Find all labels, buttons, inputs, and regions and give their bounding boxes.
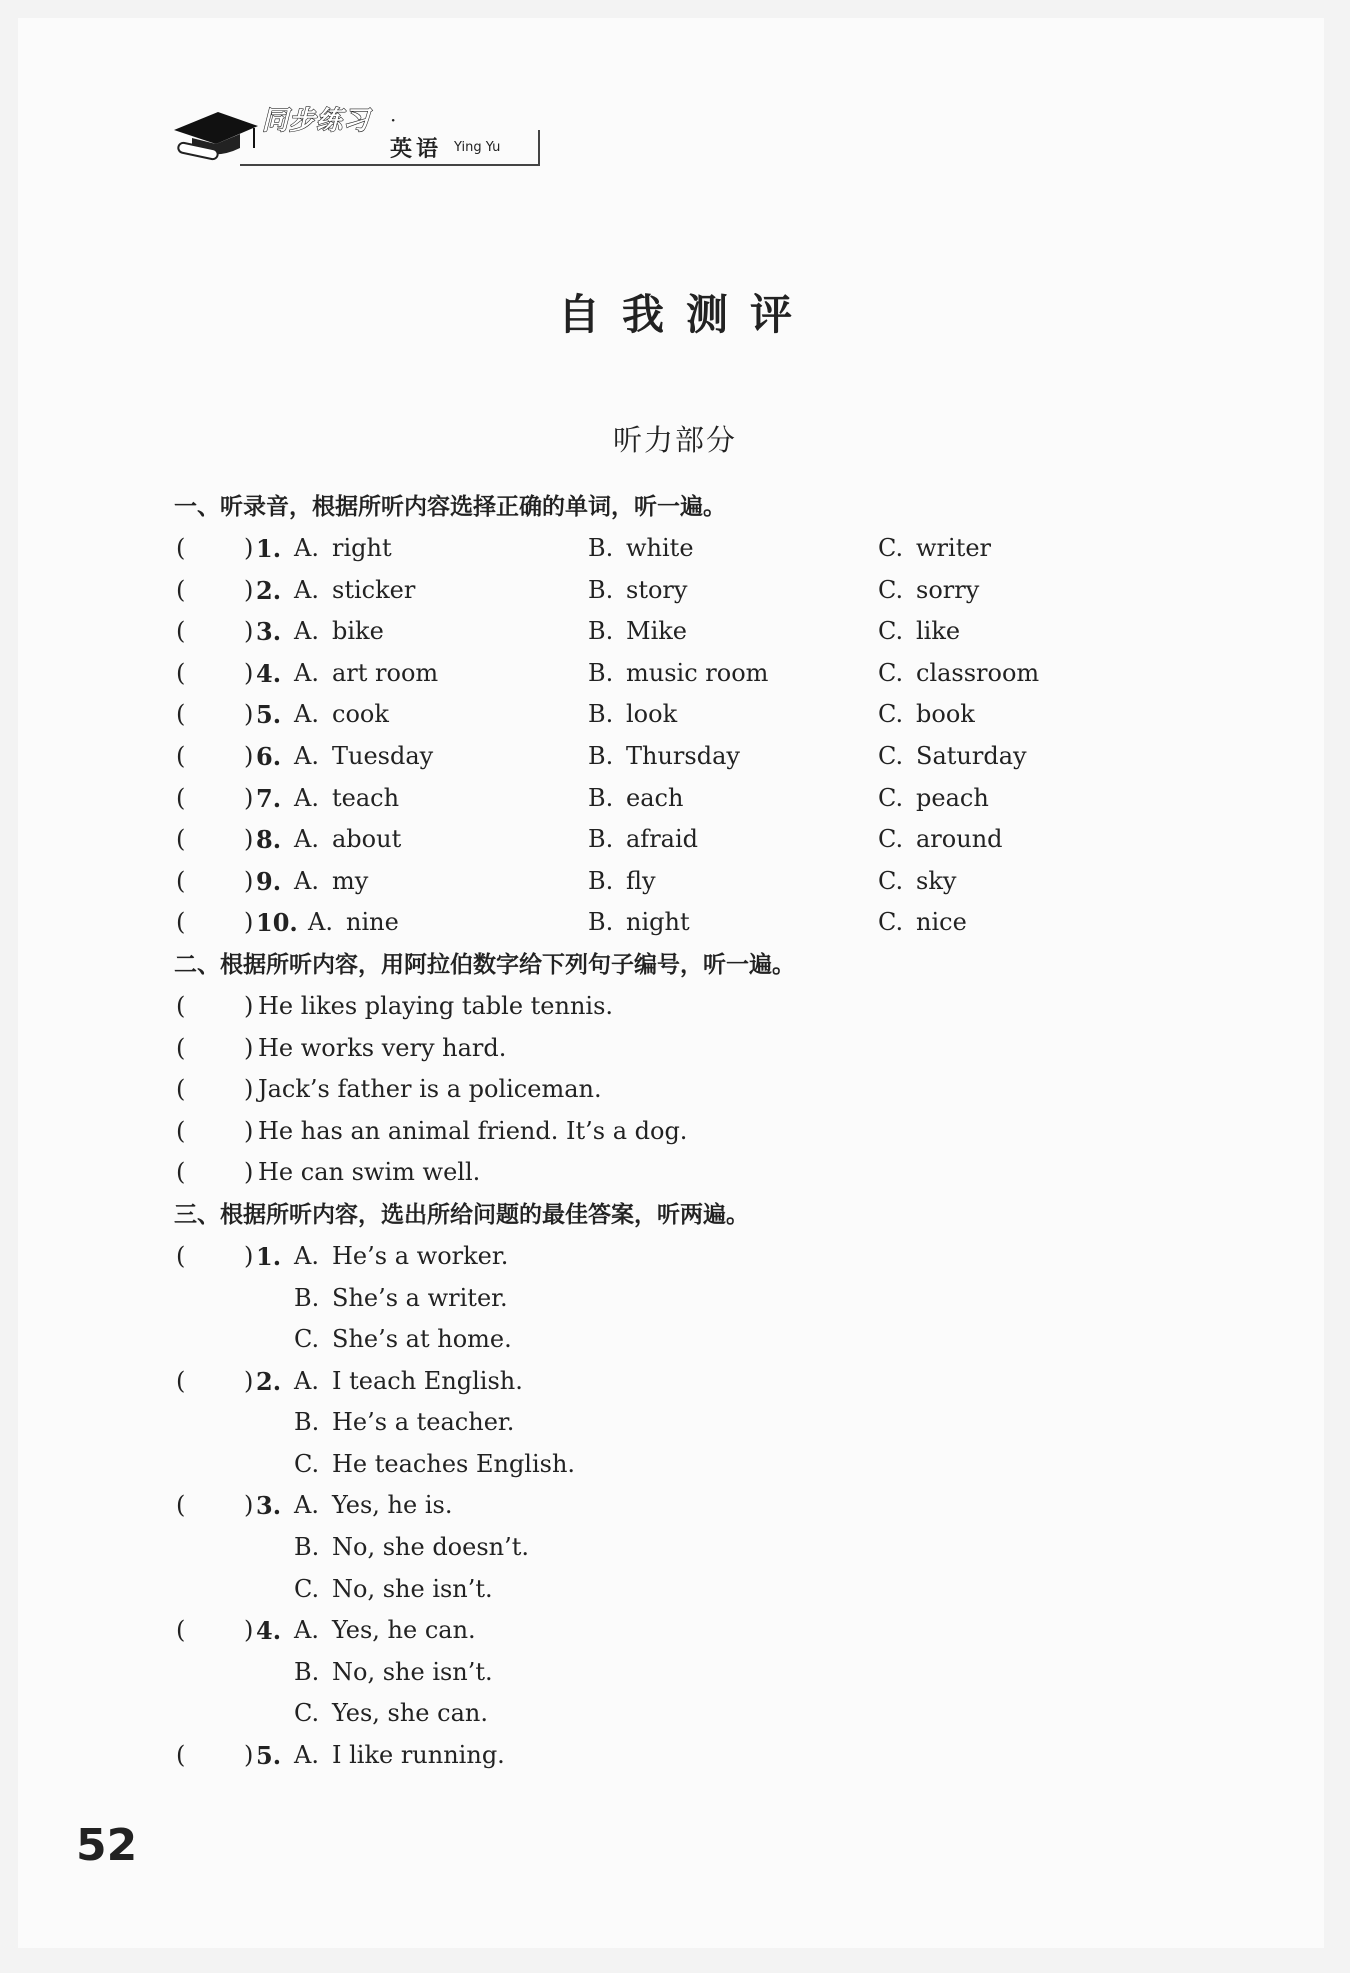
option-letter: B. xyxy=(588,866,614,895)
option-text: She’s a writer. xyxy=(332,1283,508,1312)
option-letter: C. xyxy=(294,1574,320,1603)
option-text: teach xyxy=(332,783,400,812)
option-a xyxy=(294,611,384,653)
option-a xyxy=(308,902,399,944)
option-b xyxy=(588,570,687,612)
question-number: 1. xyxy=(256,1241,282,1271)
answer-blank-open[interactable]: ( xyxy=(176,1741,186,1770)
page-title: 自我测评 xyxy=(557,290,814,339)
option-text: Saturday xyxy=(916,741,1027,770)
option-letter: A. xyxy=(294,700,319,729)
answer-blank-open[interactable]: ( xyxy=(176,658,186,687)
question-row xyxy=(174,570,1174,612)
option-letter: B. xyxy=(588,908,614,937)
question-number: 8. xyxy=(256,825,282,855)
section1-heading: 一、听录音，根据所听内容选择正确的单词，听一遍。 xyxy=(174,494,726,520)
option-text: No, she doesn’t. xyxy=(332,1533,530,1562)
option-c xyxy=(878,653,1039,695)
option-b xyxy=(294,1402,514,1444)
option-b xyxy=(588,528,694,570)
question-number: 3. xyxy=(256,617,282,647)
section3-list xyxy=(174,1236,1174,1777)
option-row xyxy=(174,1527,1174,1569)
option-text: Tuesday xyxy=(332,741,434,770)
answer-blank-close: ) xyxy=(244,908,254,937)
option-letter: C. xyxy=(878,617,904,646)
option-letter: C. xyxy=(878,866,904,895)
answer-blank-open[interactable]: ( xyxy=(176,783,186,812)
sentence-text: He likes playing table tennis. xyxy=(258,991,614,1020)
answer-blank-close: ) xyxy=(244,741,254,770)
option-letter: A. xyxy=(294,1491,319,1520)
option-text: Yes, she can. xyxy=(332,1699,488,1728)
answer-blank-close: ) xyxy=(244,575,254,604)
book-header xyxy=(170,92,530,172)
answer-blank-open[interactable]: ( xyxy=(176,991,186,1020)
question-row xyxy=(174,861,1174,903)
option-letter: A. xyxy=(294,1366,319,1395)
option-letter: C. xyxy=(294,1449,320,1478)
option-c xyxy=(878,736,1027,778)
section1-list xyxy=(174,528,1174,944)
question-number: 5. xyxy=(256,700,282,730)
option-letter: A. xyxy=(308,908,333,937)
option-a xyxy=(294,1361,523,1403)
option-text: nine xyxy=(346,908,399,937)
option-text: my xyxy=(332,866,369,895)
graduation-cap-icon xyxy=(170,92,260,164)
question-row xyxy=(174,902,1174,944)
option-text: right xyxy=(332,534,392,562)
option-letter: A. xyxy=(294,617,319,646)
subject-box xyxy=(390,130,540,166)
question-number: 5. xyxy=(256,1741,282,1771)
option-letter: A. xyxy=(294,1616,319,1645)
option-letter: A. xyxy=(294,783,319,812)
option-text: Yes, he is. xyxy=(332,1491,453,1520)
option-a xyxy=(294,819,401,861)
question-row xyxy=(174,1485,1174,1527)
option-letter: B. xyxy=(588,617,614,646)
answer-blank-close: ) xyxy=(244,783,254,812)
option-letter: B. xyxy=(294,1283,320,1312)
option-letter: C. xyxy=(878,783,904,812)
option-text: look xyxy=(626,700,678,729)
option-text: Mike xyxy=(626,617,687,646)
option-a xyxy=(294,1735,505,1777)
option-text: art room xyxy=(332,658,439,687)
option-a xyxy=(294,694,389,736)
option-text: music room xyxy=(626,658,769,687)
option-c xyxy=(878,611,960,653)
option-a xyxy=(294,653,438,695)
option-text: He teaches English. xyxy=(332,1449,576,1478)
option-text: afraid xyxy=(626,825,699,854)
option-text: Yes, he can. xyxy=(332,1616,476,1645)
sentence-row xyxy=(174,1069,1174,1111)
option-c xyxy=(878,902,967,944)
header-dot: · xyxy=(390,108,397,132)
answer-blank-close: ) xyxy=(244,700,254,729)
question-row xyxy=(174,736,1174,778)
subject-pinyin: Ying Yu xyxy=(454,140,501,155)
option-a xyxy=(294,1236,508,1278)
answer-blank-open[interactable]: ( xyxy=(176,1616,186,1645)
sentence-text: He has an animal friend. It’s a dog. xyxy=(258,1116,688,1145)
option-text: He’s a teacher. xyxy=(332,1408,515,1437)
section3-heading: 三、根据所听内容，选出所给问题的最佳答案，听两遍。 xyxy=(174,1201,749,1228)
series-title: 同步练习 xyxy=(262,106,371,136)
option-letter: A. xyxy=(294,575,319,604)
answer-blank-close: ) xyxy=(244,617,254,646)
question-number: 1. xyxy=(256,534,282,563)
option-c xyxy=(878,861,956,903)
answer-blank-open[interactable]: ( xyxy=(176,1366,186,1395)
option-c xyxy=(878,694,975,736)
option-text: cook xyxy=(332,700,389,729)
page-number: 52 xyxy=(76,1820,138,1871)
answer-blank-open[interactable]: ( xyxy=(176,908,186,937)
option-letter: A. xyxy=(294,1741,319,1770)
question-row xyxy=(174,1610,1174,1652)
option-letter: B. xyxy=(588,534,614,562)
option-row xyxy=(174,1693,1174,1735)
answer-blank-close: ) xyxy=(244,991,254,1020)
option-text: sorry xyxy=(916,575,980,604)
sentence-row xyxy=(174,986,1174,1028)
sentence-row xyxy=(174,1152,1174,1194)
option-text: No, she isn’t. xyxy=(332,1657,493,1686)
answer-blank-close: ) xyxy=(244,1366,254,1395)
question-row xyxy=(174,611,1174,653)
option-letter: A. xyxy=(294,534,319,562)
option-c xyxy=(878,778,989,820)
question-row xyxy=(174,1735,1174,1777)
question-row xyxy=(174,819,1174,861)
option-row xyxy=(174,1569,1174,1611)
option-c xyxy=(294,1569,493,1611)
answer-blank-open[interactable]: ( xyxy=(176,617,186,646)
option-a xyxy=(294,570,415,612)
question-row xyxy=(174,1361,1174,1403)
option-letter: C. xyxy=(878,908,904,937)
option-text: No, she isn’t. xyxy=(332,1574,493,1603)
option-a xyxy=(294,1485,452,1527)
option-a xyxy=(294,528,392,570)
answer-blank-close: ) xyxy=(244,534,254,562)
option-text: He’s a worker. xyxy=(332,1241,509,1270)
option-letter: B. xyxy=(294,1408,320,1437)
option-text: peach xyxy=(916,783,989,812)
option-letter: C. xyxy=(878,534,904,562)
option-b xyxy=(588,861,656,903)
answer-blank-open[interactable]: ( xyxy=(176,1491,186,1520)
option-text: night xyxy=(626,908,690,937)
option-letter: A. xyxy=(294,1241,319,1270)
question-number: 3. xyxy=(256,1491,282,1521)
question-row xyxy=(174,694,1174,736)
answer-blank-open[interactable]: ( xyxy=(176,1241,186,1270)
option-text: each xyxy=(626,783,684,812)
option-letter: B. xyxy=(588,783,614,812)
question-row xyxy=(174,528,1174,570)
option-b xyxy=(588,611,687,653)
option-letter: B. xyxy=(588,658,614,687)
question-number: 10. xyxy=(256,908,298,938)
section2-list xyxy=(174,986,1174,1194)
question-number: 2. xyxy=(256,575,282,605)
option-letter: C. xyxy=(294,1699,320,1728)
answer-blank-open[interactable]: ( xyxy=(176,575,186,604)
option-letter: B. xyxy=(294,1533,320,1562)
option-b xyxy=(588,653,768,695)
option-row xyxy=(174,1402,1174,1444)
question-row xyxy=(174,778,1174,820)
option-letter: C. xyxy=(294,1325,320,1354)
option-letter: C. xyxy=(878,741,904,770)
answer-blank-open[interactable]: ( xyxy=(176,741,186,770)
answer-blank-open[interactable]: ( xyxy=(176,700,186,729)
option-a xyxy=(294,1610,476,1652)
option-letter: A. xyxy=(294,866,319,895)
option-row xyxy=(174,1444,1174,1486)
option-c xyxy=(878,819,1003,861)
answer-blank-close: ) xyxy=(244,1616,254,1645)
option-letter: B. xyxy=(294,1657,320,1686)
option-letter: C. xyxy=(878,700,904,729)
option-b xyxy=(588,778,683,820)
option-a xyxy=(294,861,368,903)
option-b xyxy=(294,1652,493,1694)
subject-label: 英语 xyxy=(390,137,443,162)
question-row xyxy=(174,653,1174,695)
question-number: 7. xyxy=(256,783,282,813)
option-text: fly xyxy=(626,866,656,895)
answer-blank-close: ) xyxy=(244,1158,254,1187)
option-b xyxy=(588,694,677,736)
option-text: like xyxy=(916,617,961,646)
question-number: 6. xyxy=(256,741,282,771)
answer-blank-open[interactable]: ( xyxy=(176,534,186,562)
question-number: 4. xyxy=(256,1616,282,1646)
option-text: I like running. xyxy=(332,1741,505,1770)
option-letter: A. xyxy=(294,825,319,854)
option-letter: C. xyxy=(878,825,904,854)
option-text: sky xyxy=(916,866,957,895)
option-text: classroom xyxy=(916,658,1040,687)
option-c xyxy=(878,528,991,570)
question-number: 2. xyxy=(256,1366,282,1396)
header-rule xyxy=(240,164,540,166)
worksheet-content xyxy=(174,486,1174,1777)
option-letter: B. xyxy=(588,575,614,604)
option-a xyxy=(294,736,433,778)
option-text: white xyxy=(626,534,694,562)
answer-blank-close: ) xyxy=(244,1075,254,1104)
option-letter: B. xyxy=(588,741,614,770)
option-b xyxy=(294,1278,508,1320)
answer-blank-open[interactable]: ( xyxy=(176,1158,186,1187)
option-text: book xyxy=(916,700,975,729)
answer-blank-close: ) xyxy=(244,1116,254,1145)
sentence-text: Jack’s father is a policeman. xyxy=(258,1075,602,1104)
option-row xyxy=(174,1652,1174,1694)
answer-blank-open[interactable]: ( xyxy=(176,1033,186,1062)
option-text: sticker xyxy=(332,575,416,604)
option-b xyxy=(588,819,698,861)
section2-heading: 二、根据所听内容，用阿拉伯数字给下列句子编号，听一遍。 xyxy=(174,951,795,978)
option-row xyxy=(174,1319,1174,1361)
option-b xyxy=(588,736,740,778)
option-letter: B. xyxy=(588,825,614,854)
question-number: 9. xyxy=(256,866,282,896)
question-row xyxy=(174,1236,1174,1278)
option-c xyxy=(294,1319,512,1361)
answer-blank-close: ) xyxy=(244,1491,254,1520)
option-letter: C. xyxy=(878,658,904,687)
sentence-text: He works very hard. xyxy=(258,1033,507,1062)
option-text: story xyxy=(626,575,688,604)
option-row xyxy=(174,1278,1174,1320)
answer-blank-close: ) xyxy=(244,866,254,895)
option-c xyxy=(294,1693,488,1735)
option-b xyxy=(294,1527,529,1569)
option-text: I teach English. xyxy=(332,1366,523,1395)
sentence-row xyxy=(174,1111,1174,1153)
option-text: bike xyxy=(332,617,384,646)
answer-blank-close: ) xyxy=(244,1241,254,1270)
option-text: writer xyxy=(916,534,992,562)
answer-blank-open[interactable]: ( xyxy=(176,1116,186,1145)
option-text: She’s at home. xyxy=(332,1325,512,1354)
option-c xyxy=(294,1444,575,1486)
sentence-row xyxy=(174,1028,1174,1070)
answer-blank-close: ) xyxy=(244,658,254,687)
answer-blank-close: ) xyxy=(244,825,254,854)
question-number: 4. xyxy=(256,658,282,688)
option-text: nice xyxy=(916,908,967,937)
answer-blank-close: ) xyxy=(244,1741,254,1770)
option-c xyxy=(878,570,979,612)
answer-blank-open[interactable]: ( xyxy=(176,825,186,854)
option-b xyxy=(588,902,690,944)
option-text: around xyxy=(916,825,1003,854)
option-letter: C. xyxy=(878,575,904,604)
answer-blank-close: ) xyxy=(244,1033,254,1062)
option-text: Thursday xyxy=(626,741,740,770)
answer-blank-open[interactable]: ( xyxy=(176,866,186,895)
sentence-text: He can swim well. xyxy=(258,1158,481,1187)
option-letter: B. xyxy=(588,700,614,729)
option-a xyxy=(294,778,399,820)
answer-blank-open[interactable]: ( xyxy=(176,1075,186,1104)
option-letter: A. xyxy=(294,658,319,687)
option-letter: A. xyxy=(294,741,319,770)
option-text: about xyxy=(332,825,402,854)
section-subtitle: 听力部分 xyxy=(612,423,737,457)
